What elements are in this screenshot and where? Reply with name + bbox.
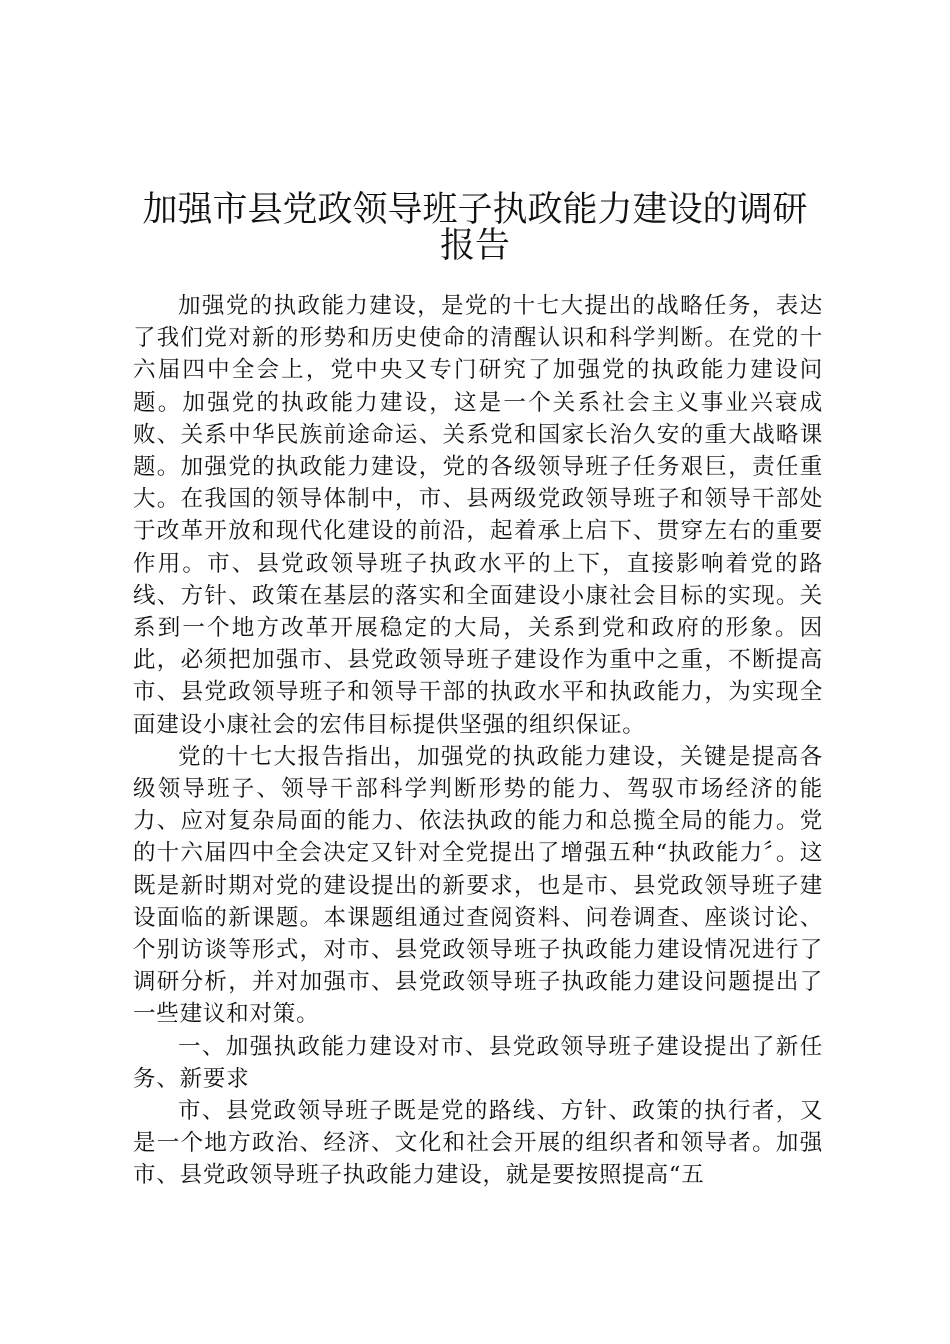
document-title-line-1: 加强市县党政领导班子执政能力建设的调研 — [142, 190, 808, 230]
document-body — [133, 290, 823, 1192]
paragraph-section-1: 市、县党政领导班子既是党的路线、方针、政策的执行者，又是一个地方政治、经济、文化和社会开展的组织者和领导者。加强市、县党政领导班子执政能力建设，就是要按照提高“五 — [133, 1098, 823, 1189]
paragraph-report-summary: 党的十七大报告指出，加强党的执政能力建设，关键是提高各级领导班子、领导干部科学判断形势的能力、驾驭市场经济的能力、应对复杂局面的能力、依法执政的能力和总揽全局的能力。党的十六届四中全会决定又针对全党提出了增强五种“执政能力〞。这既是新时期对党的建设提出的新要求，也是市、县党政领导班子建设面临的新课题。本课题组通过查阅资料、问卷调查、座谈讨论、个别访谈等形式，对市、县党政领导班子执政能力建设情况进行了调研分析，并对加强市、县党政领导班子执政能力建设问题提出了一些建议和对策。 — [133, 743, 823, 1028]
section-heading-1: 一、加强执政能力建设对市、县党政领导班子建设提出了新任务、新要求 — [133, 1033, 823, 1092]
document-title-line-2: 报告 — [439, 226, 510, 266]
paragraph-intro: 加强党的执政能力建设，是党的十七大提出的战略任务，表达了我们党对新的形势和历史使命的清醒认识和科学判断。在党的十六届四中全会上，党中央又专门研究了加强党的执政能力建设问题。加强党的执政能力建设，这是一个关系社会主义事业兴衰成败、关系中华民族前途命运、关系党和国家长治久安的重大战略课题。加强党的执政能力建设，党的各级领导班子任务艰巨，责任重大。在我国的领导体制中，市、县两级党政领导班子和领导干部处于改革开放和现代化建设的前沿，起着承上启下、贯穿左右的重要作用。市、县党政领导班子执政水平的上下，直接影响着党的路线、方针、政策在基层的落实和全面建设小康社会目标的实现。关系到一个地方改革开展稳定的大局，关系到党和政府的形象。因此，必须把加强市、县党政领导班子建设作为重中之重，不断提高市、县党政领导班子和领导干部的执政水平和执政能力，为实现全面建设小康社会的宏伟目标提供坚强的组织保证。 — [133, 293, 823, 738]
